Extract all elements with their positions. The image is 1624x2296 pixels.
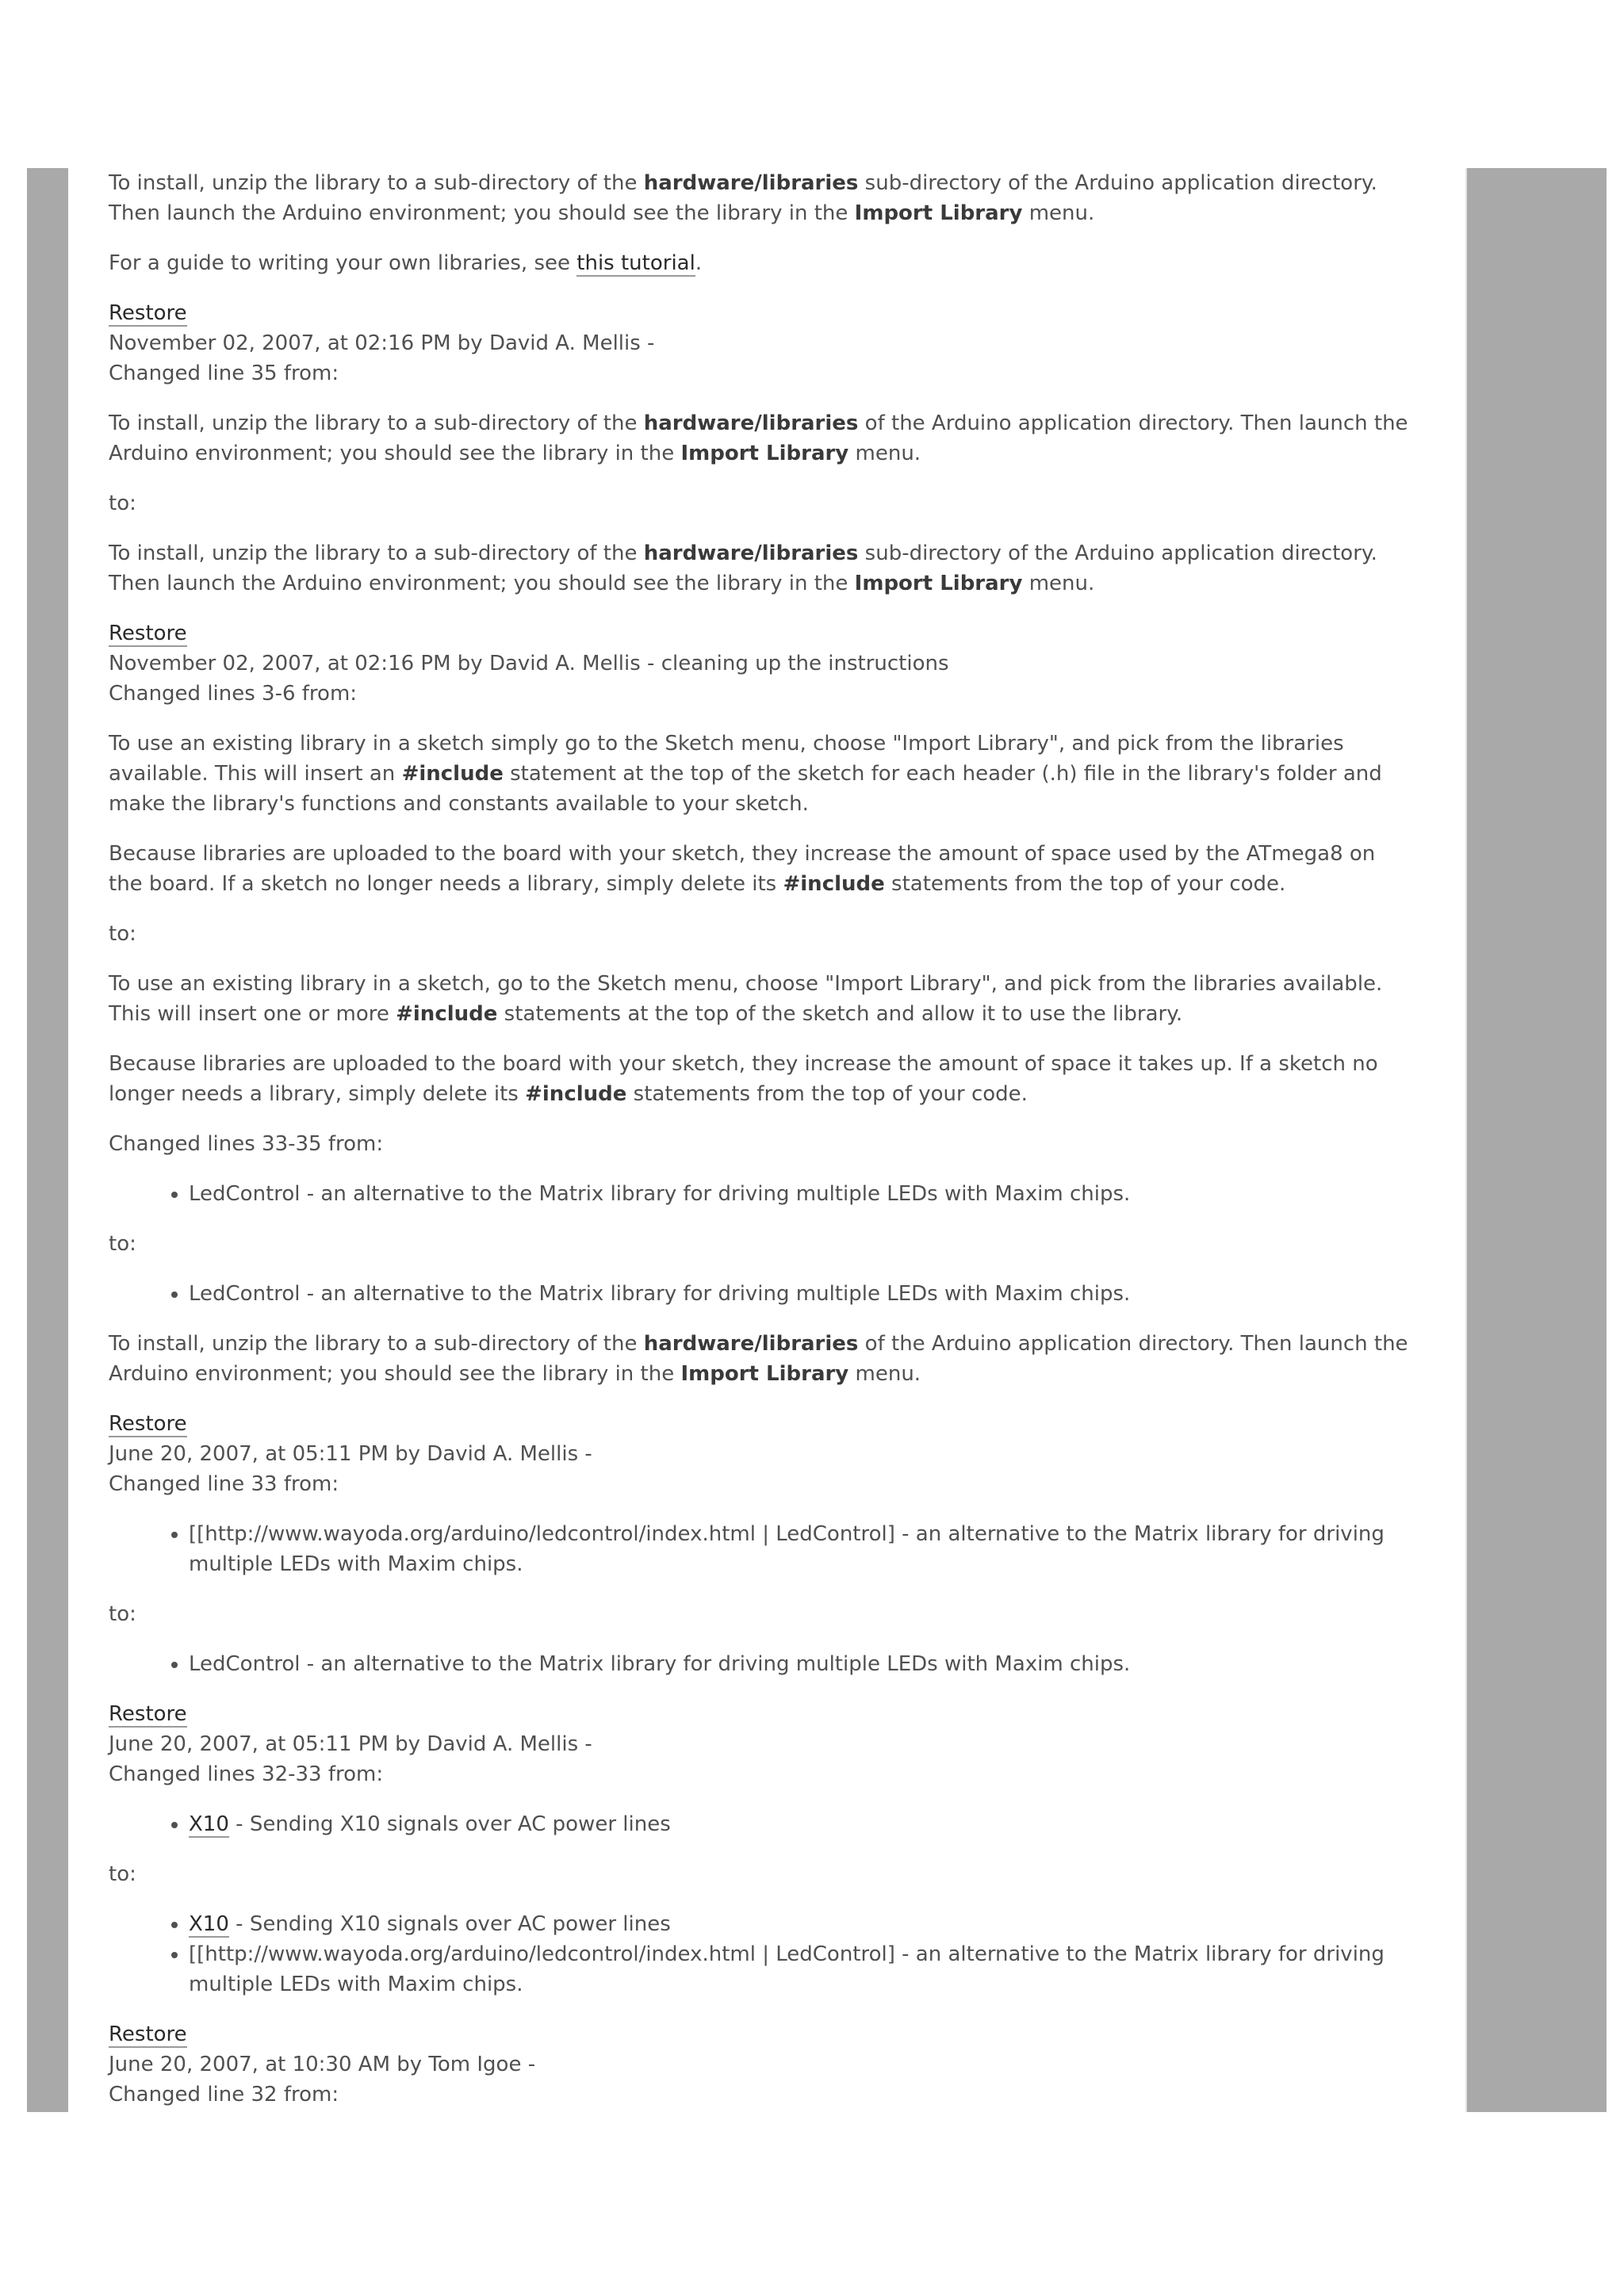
paragraph bbox=[109, 919, 1415, 949]
right-margin-bar bbox=[1465, 168, 1607, 2112]
text-run: to: bbox=[109, 1602, 136, 1626]
paragraph bbox=[109, 1049, 1415, 1109]
text-run: statement at the top of the sketch for each header (.h) file in the library's folder and make the library's functions and constants available to your sketch. bbox=[109, 762, 1382, 816]
revision-change: Changed line 35 from: bbox=[109, 362, 339, 385]
text-run: To install, unzip the library to a sub-directory of the bbox=[109, 411, 644, 435]
restore-link[interactable]: Restore bbox=[109, 2022, 187, 2046]
paragraph bbox=[109, 839, 1415, 899]
bold-term: #include bbox=[525, 1082, 627, 1106]
page-history-content bbox=[109, 168, 1415, 2130]
bold-term: #include bbox=[396, 1002, 498, 1026]
text-run: of the Arduino application directory. Then launch the Arduino environment; you should see the library in the bbox=[109, 1332, 1408, 1386]
paragraph bbox=[109, 969, 1415, 1029]
restore-link[interactable]: Restore bbox=[109, 1702, 187, 1726]
bold-term: #include bbox=[401, 762, 504, 786]
bullet-list bbox=[109, 1809, 1415, 1839]
revision-entry bbox=[109, 2019, 1415, 2110]
text-run: to: bbox=[109, 492, 136, 515]
bold-term: hardware/libraries bbox=[643, 541, 859, 565]
text-run: LedControl - an alternative to the Matrix library for driving multiple LEDs with Maxim chips. bbox=[189, 1652, 1131, 1676]
text-run: statements from the top of your code. bbox=[884, 872, 1286, 896]
text-run: LedControl - an alternative to the Matrix library for driving multiple LEDs with Maxim chips. bbox=[189, 1182, 1131, 1206]
text-run: to: bbox=[109, 1232, 136, 1256]
text-run: LedControl - an alternative to the Matrix library for driving multiple LEDs with Maxim chips. bbox=[189, 1282, 1131, 1306]
text-run: menu. bbox=[848, 442, 921, 465]
restore-link[interactable]: Restore bbox=[109, 301, 187, 325]
revision-change: Changed line 33 from: bbox=[109, 1472, 339, 1496]
text-run: sub-directory of the Arduino application directory. Then launch the Arduino environment; you should see the library in the bbox=[109, 541, 1377, 595]
paragraph bbox=[109, 488, 1415, 519]
text-run: menu. bbox=[1022, 572, 1095, 595]
bullet-list bbox=[109, 1279, 1415, 1309]
revision-change: Changed line 32 from: bbox=[109, 2083, 339, 2107]
bold-term: hardware/libraries bbox=[643, 411, 859, 435]
text-run: To use an existing library in a sketch, go to the Sketch menu, choose "Import Library", and pick from the libraries available. This will insert one or more bbox=[109, 972, 1383, 1026]
bold-term: #include bbox=[783, 872, 885, 896]
bold-term: Import Library bbox=[680, 1362, 849, 1386]
text-run: menu. bbox=[1022, 201, 1095, 225]
left-margin-bar bbox=[27, 168, 68, 2112]
paragraph bbox=[109, 538, 1415, 599]
restore-link[interactable]: Restore bbox=[109, 1412, 187, 1436]
bold-term: hardware/libraries bbox=[643, 1332, 859, 1356]
revision-change: Changed lines 3-6 from: bbox=[109, 682, 358, 706]
list-item bbox=[189, 1179, 1415, 1209]
revision-info: November 02, 2007, at 02:16 PM by David A. Mellis - bbox=[109, 331, 655, 355]
list-item bbox=[189, 1909, 1415, 1939]
revision-info: June 20, 2007, at 05:11 PM by David A. Mellis - bbox=[109, 1442, 592, 1466]
text-run: For a guide to writing your own libraries, see bbox=[109, 251, 577, 275]
text-run: statements from the top of your code. bbox=[626, 1082, 1028, 1106]
text-run: to: bbox=[109, 922, 136, 946]
paragraph bbox=[109, 1329, 1415, 1389]
text-run: [[http://www.wayoda.org/arduino/ledcontrol/index.html | LedControl] - an alternative to the Matrix library for driving multiple LEDs with Maxim chips. bbox=[189, 1942, 1385, 1996]
text-run: To use an existing library in a sketch simply go to the Sketch menu, choose "Import Library", and pick from the libraries available. This will insert an bbox=[109, 732, 1344, 786]
list-item bbox=[189, 1649, 1415, 1679]
text-run: To install, unzip the library to a sub-directory of the bbox=[109, 1332, 644, 1356]
text-run: - Sending X10 signals over AC power lines bbox=[228, 1812, 671, 1836]
text-run: of the Arduino application directory. Then launch the Arduino environment; you should see the library in the bbox=[109, 411, 1408, 465]
revision-entry bbox=[109, 1699, 1415, 1789]
text-run: sub-directory of the Arduino application directory. Then launch the Arduino environment; you should see the library in the bbox=[109, 171, 1377, 225]
bold-term: hardware/libraries bbox=[643, 171, 859, 195]
text-run: [[http://www.wayoda.org/arduino/ledcontrol/index.html | LedControl] - an alternative to the Matrix library for driving multiple LEDs with Maxim chips. bbox=[189, 1522, 1385, 1576]
paragraph bbox=[109, 248, 1415, 278]
revision-info: November 02, 2007, at 02:16 PM by David A. Mellis - cleaning up the instructions bbox=[109, 652, 949, 675]
bullet-list bbox=[109, 1179, 1415, 1209]
list-item bbox=[189, 1279, 1415, 1309]
revision-change: Changed lines 32-33 from: bbox=[109, 1762, 384, 1786]
bullet-list bbox=[109, 1649, 1415, 1679]
text-run: To install, unzip the library to a sub-directory of the bbox=[109, 541, 644, 565]
inline-link[interactable]: X10 bbox=[189, 1812, 229, 1836]
paragraph bbox=[109, 1129, 1415, 1159]
bold-term: Import Library bbox=[680, 442, 849, 465]
revision-info: June 20, 2007, at 05:11 PM by David A. Mellis - bbox=[109, 1732, 592, 1756]
revision-entry bbox=[109, 1409, 1415, 1499]
paragraph bbox=[109, 168, 1415, 228]
revision-entry bbox=[109, 618, 1415, 709]
text-run: statements at the top of the sketch and allow it to use the library. bbox=[497, 1002, 1183, 1026]
paragraph bbox=[109, 408, 1415, 469]
bold-term: Import Library bbox=[854, 201, 1023, 225]
text-run: Because libraries are uploaded to the board with your sketch, they increase the amount of space used by the ATmega8 on the board. If a sketch no longer needs a library, simply delete its bbox=[109, 842, 1376, 896]
list-item bbox=[189, 1519, 1415, 1579]
inline-link[interactable]: X10 bbox=[189, 1912, 229, 1936]
text-run: Changed lines 33-35 from: bbox=[109, 1132, 384, 1156]
inline-link[interactable]: this tutorial bbox=[576, 251, 695, 275]
paragraph bbox=[109, 1859, 1415, 1889]
text-run: . bbox=[695, 251, 703, 275]
text-run: To install, unzip the library to a sub-directory of the bbox=[109, 171, 644, 195]
paragraph bbox=[109, 1599, 1415, 1629]
list-item bbox=[189, 1939, 1415, 1999]
revision-entry bbox=[109, 298, 1415, 388]
paragraph bbox=[109, 729, 1415, 819]
text-run: menu. bbox=[848, 1362, 921, 1386]
bold-term: Import Library bbox=[854, 572, 1023, 595]
restore-link[interactable]: Restore bbox=[109, 622, 187, 645]
revision-info: June 20, 2007, at 10:30 AM by Tom Igoe - bbox=[109, 2053, 536, 2076]
text-run: - Sending X10 signals over AC power lines bbox=[228, 1912, 671, 1936]
text-run: to: bbox=[109, 1862, 136, 1886]
bullet-list bbox=[109, 1519, 1415, 1579]
text-run: Because libraries are uploaded to the board with your sketch, they increase the amount of space it takes up. If a sketch no longer needs a library, simply delete its bbox=[109, 1052, 1378, 1106]
paragraph bbox=[109, 1229, 1415, 1259]
list-item bbox=[189, 1809, 1415, 1839]
bullet-list bbox=[109, 1909, 1415, 1999]
